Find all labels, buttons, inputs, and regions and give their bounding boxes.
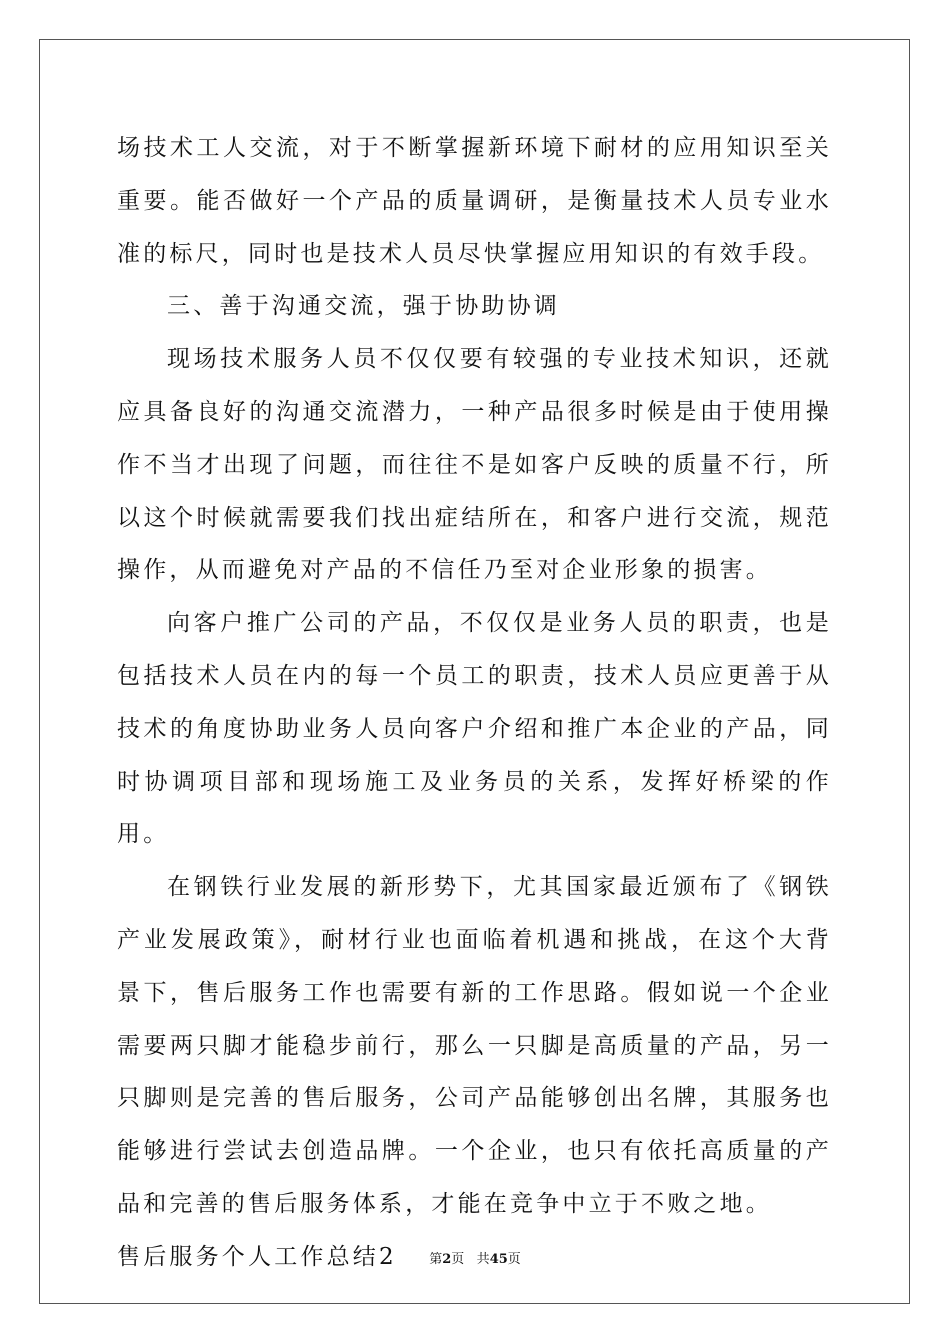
document-body [117,122,832,1284]
total-suffix: 页 [507,1252,521,1267]
next-section-title: 售后服务个人工作总结2 [117,1243,397,1270]
page-prefix: 第 [429,1252,443,1267]
page-number: 2 [442,1252,452,1267]
total-prefix: 共 [476,1252,490,1267]
paragraph-4: 在钢铁行业发展的新形势下，尤其国家最近颁布了《钢铁产业发展政策》，耐材行业也面临着机遇和挑战，在这个大背景下，售后服务工作也需要有新的工作思路。假如说一个企业需要两只脚才能稳步前行，那么一只脚是高质量的产品，另一只脚则是完善的售后服务，公司产品能够创出名牌，其服务也能够进行尝试去创造品牌。一个企业，也只有依托高质量的产品和完善的售后服务体系，才能在竞争中立于不败之地。 [117,874,832,1217]
paragraph-2: 现场技术服务人员不仅仅要有较强的专业技术知识，还就应具备良好的沟通交流潜力，一种产品很多时候是由于使用操作不当才出现了问题，而往往不是如客户反映的质量不行，所以这个时候就需要我们找出症结所在，和客户进行交流，规范操作，从而避免对产品的不信任乃至对企业形象的损害。 [117,346,832,584]
paragraph-1: 场技术工人交流，对于不断掌握新环境下耐材的应用知识至关重要。能否做好一个产品的质量调研，是衡量技术人员专业水准的标尺，同时也是技术人员尽快掌握应用知识的有效手段。 [117,135,832,267]
total-pages: 45 [489,1252,508,1267]
section-heading: 三、善于沟通交流，强于协助协调 [167,293,560,320]
page-footer [0,1248,950,1267]
page-suffix: 页 [451,1252,465,1267]
paragraph-3: 向客户推广公司的产品，不仅仅是业务人员的职责，也是包括技术人员在内的每一个员工的职责，技术人员应更善于从技术的角度协助业务人员向客户介绍和推广本企业的产品，同时协调项目部和现场施工及业务员的关系，发挥好桥梁的作用。 [117,610,832,848]
